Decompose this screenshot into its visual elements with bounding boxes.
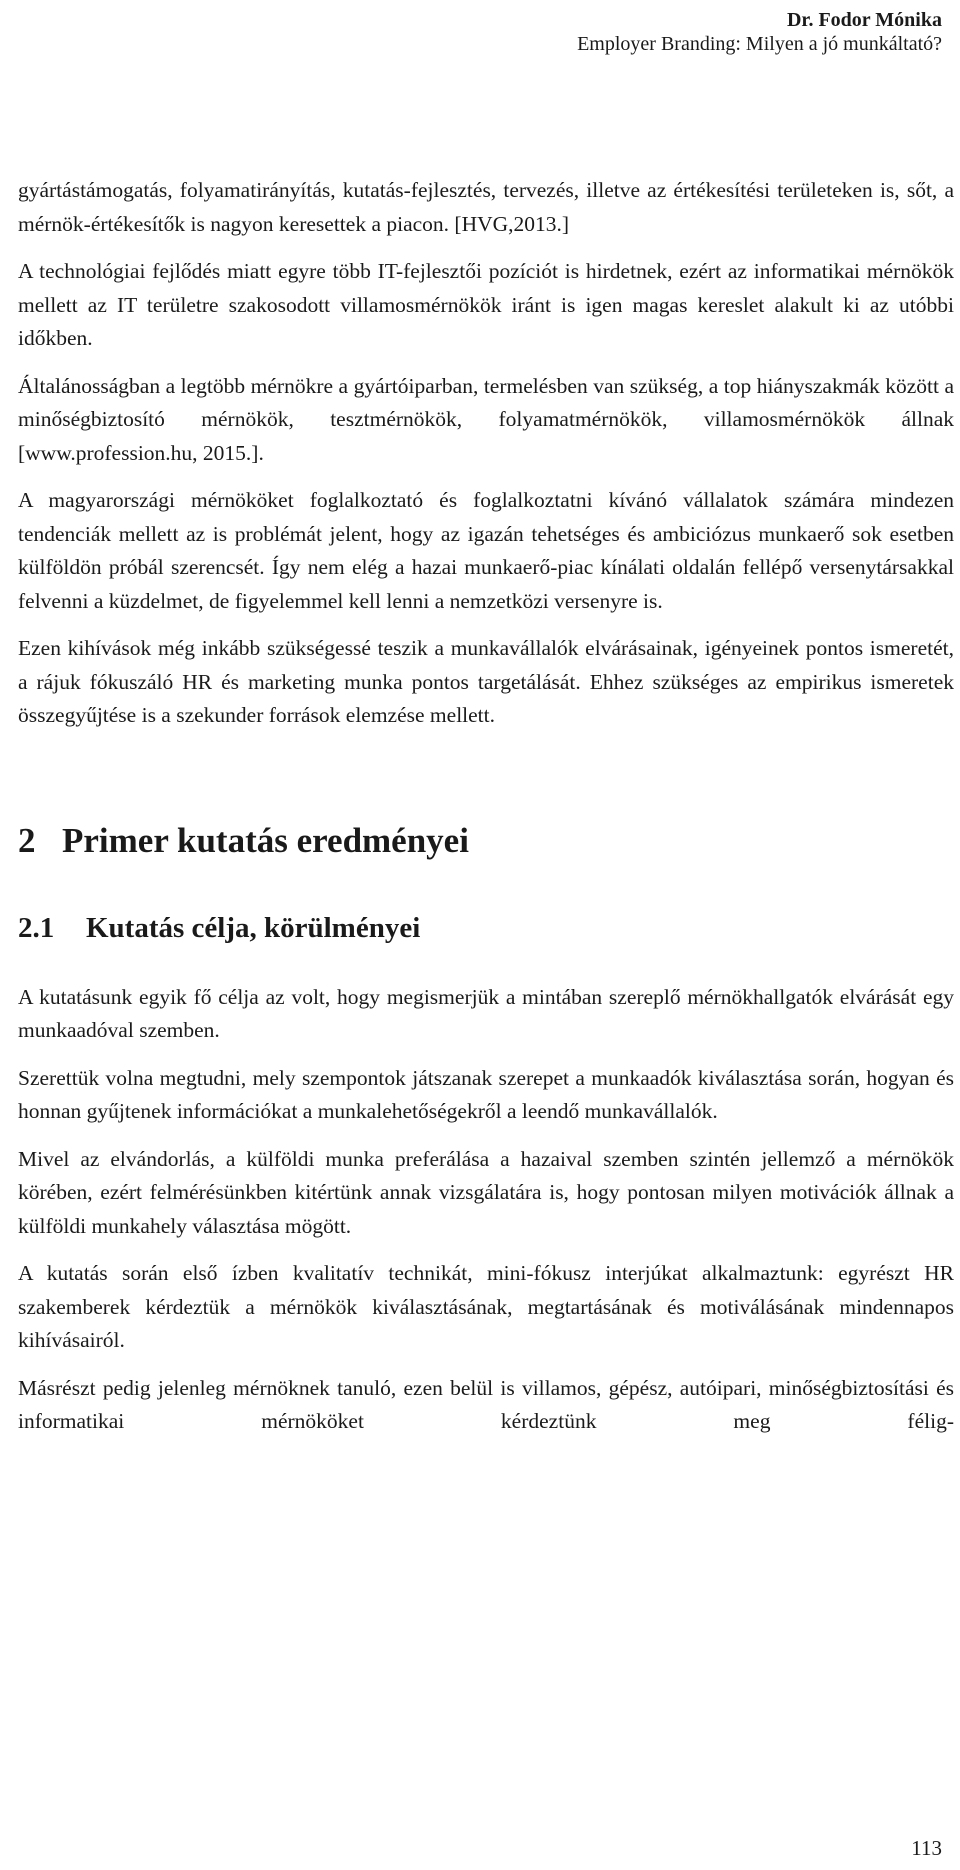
paragraph: A magyarországi mérnököket foglalkoztató és foglalkoztatni kívánó vállalatok számára mindezen tendenciák mellett az is problémát jelent, hogy az igazán tehetséges és ambiciózus munkaerő sok esetben külföldön próbál szerencsét. Így nem elég a hazai munkaerő-piac kínálati oldalán fellépő versenytársakkal felvenni a küzdelmet, de figyelemmel kell lenni a nemzetközi versenyre is. (18, 488, 954, 613)
section-title: Primer kutatás eredményei (62, 820, 469, 860)
page-number: 113 (911, 1836, 942, 1860)
subsection-title: Kutatás célja, körülményei (86, 911, 421, 944)
paragraph: Ezen kihívások még inkább szükségessé teszik a munkavállalók elvárásainak, igényeinek pontos ismeretét, a rájuk fókuszáló HR és marketing munka pontos targetálását. Ehhez szükséges az empirikus ismeretek összegyűjtése is a szekunder források elemzése mellett. (18, 636, 954, 727)
paragraph: gyártástámogatás, folyamatirányítás, kutatás-fejlesztés, tervezés, illetve az értékesítési területeken is, sőt, a mérnök-értékesítők is nagyon keresettek a piacon. [HVG,2013.] (18, 178, 954, 236)
header-subtitle: Employer Branding: Milyen a jó munkáltató? (577, 33, 942, 55)
paragraph: A kutatásunk egyik fő célja az volt, hogy megismerjük a mintában szereplő mérnökhallgatók elvárását egy munkaadóval szemben. (18, 984, 954, 1042)
paragraph: A kutatás során első ízben kvalitatív technikát, mini-fókusz interjúkat alkalmaztunk: egyrészt HR szakemberek kérdeztük a mérnökök kiválasztásának, megtartásának és motiválásának mindennapos kihívásairól. (18, 1261, 954, 1352)
paragraph: A technológiai fejlődés miatt egyre több IT-fejlesztői pozíciót is hirdetnek, ezért az informatikai mérnökök mellett az IT területre szakosodott villamosmérnökök iránt is igen magas kereslet alakult ki az utóbbi időkben. (18, 259, 954, 350)
page-body (18, 174, 954, 1453)
subsection-heading (18, 909, 954, 947)
paragraph: Szerettük volna megtudni, mely szempontok játszanak szerepet a munkaadók kiválasztása során, hogyan és honnan gyűjtenek információkat a munkalehetőségekről a leendő munkavállalók. (18, 1065, 954, 1123)
section-number: 2 (18, 820, 36, 860)
paragraph: Általánosságban a legtöbb mérnökre a gyártóiparban, termelésben van szükség, a top hiányszakmák között a minőségbiztosító mérnökök, tesztmérnökök, folyamatmérnökök, villamosmérnökök állnak [www.profession.hu, 2015.]. (18, 373, 954, 465)
paragraph: Mivel az elvándorlás, a külföldi munka preferálása a hazaival szemben szintén jellemző a mérnökök körében, ezért felmérésünkben kitértünk annak vizsgálatára is, hogy pontosan milyen motivációk állnak a külföldi munkahely választása mögött. (18, 1146, 954, 1238)
section-heading (18, 819, 954, 863)
running-header (577, 8, 942, 56)
header-author: Dr. Fodor Mónika (786, 9, 942, 31)
paragraph: Másrészt pedig jelenleg mérnöknek tanuló, ezen belül is villamos, gépész, autóipari, minőségbiztosítási és informatikai mérnököket kérdeztünk meg félig- (18, 1375, 954, 1433)
subsection-number: 2.1 (18, 911, 55, 944)
